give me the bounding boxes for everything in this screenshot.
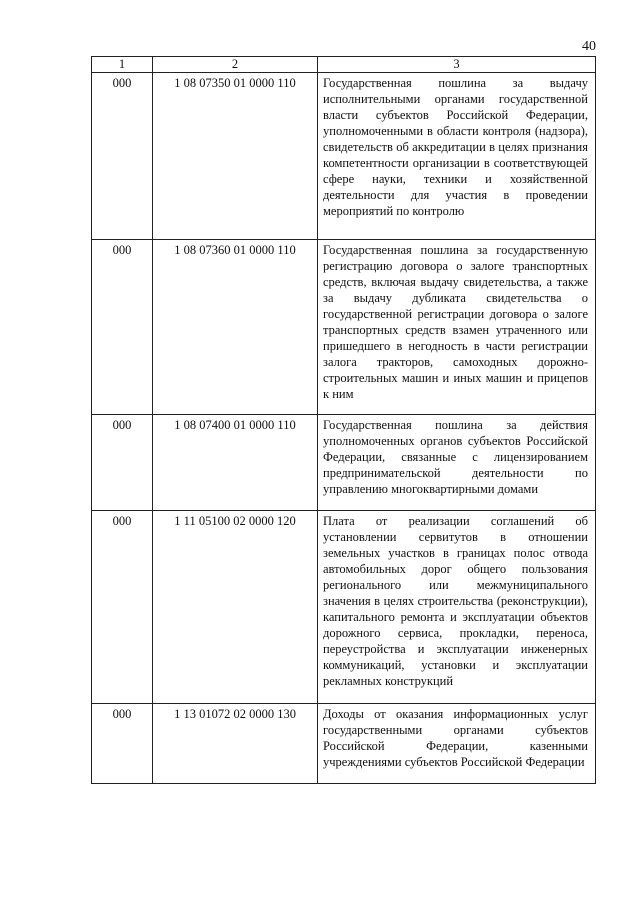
revenue-name-cell: Государственная пошлина за действия уполномоченных органов субъектов Российской Федерации, связанные с лицензированием предпринимательской деятельности по управлению многоквартирными домами [318, 415, 596, 511]
table-row [92, 511, 596, 704]
admin-code-cell: 000 [92, 511, 153, 704]
revenue-code-cell: 1 11 05100 02 0000 120 [153, 511, 318, 704]
column-header-3: 3 [318, 57, 596, 73]
revenue-name-cell: Государственная пошлина за государственную регистрацию договора о залоге транспортных средств, включая выдачу свидетельства, а также за выдачу дубликата свидетельства о государственной регистрации договора о залоге транспортных средств взамен утраченного или пришедшего в негодность в части регистрации залога тракторов, самоходных дорожно-строительных машин и иных машин и прицепов к ним [318, 240, 596, 415]
table-row [92, 704, 596, 784]
admin-code-cell: 000 [92, 240, 153, 415]
table-row [92, 240, 596, 415]
revenue-name-cell: Плата от реализации соглашений об установлении сервитутов в отношении земельных участков в границах полос отвода автомобильных дорог общего пользования регионального или межмуниципального значения в целях строительства (реконструкции), капитального ремонта и эксплуатации объектов дорожного сервиса, прокладки, переноса, переустройства и эксплуатации инженерных коммуникаций, установки и эксплуатации рекламных конструкций [318, 511, 596, 704]
revenue-codes-table [91, 56, 596, 784]
revenue-code-cell: 1 08 07400 01 0000 110 [153, 415, 318, 511]
table-row [92, 415, 596, 511]
revenue-name-cell: Доходы от оказания информационных услуг государственными органами субъектов Российской Федерации, казенными учреждениями субъектов Российской Федерации [318, 704, 596, 784]
table-header-row [92, 57, 596, 73]
table-row [92, 73, 596, 240]
column-header-1: 1 [92, 57, 153, 73]
column-header-2: 2 [153, 57, 318, 73]
admin-code-cell: 000 [92, 73, 153, 240]
revenue-name-cell: Государственная пошлина за выдачу исполнительными органами государственной власти субъектов Российской Федерации, уполномоченными в области контроля (надзора), свидетельств об аккредитации в целях признания компетентности организации в соответствующей сфере науки, техники и хозяйственной деятельности для участия в проведении мероприятий по контролю [318, 73, 596, 240]
revenue-code-cell: 1 08 07360 01 0000 110 [153, 240, 318, 415]
admin-code-cell: 000 [92, 704, 153, 784]
admin-code-cell: 000 [92, 415, 153, 511]
revenue-code-cell: 1 08 07350 01 0000 110 [153, 73, 318, 240]
revenue-code-cell: 1 13 01072 02 0000 130 [153, 704, 318, 784]
page-number: 40 [582, 39, 596, 54]
